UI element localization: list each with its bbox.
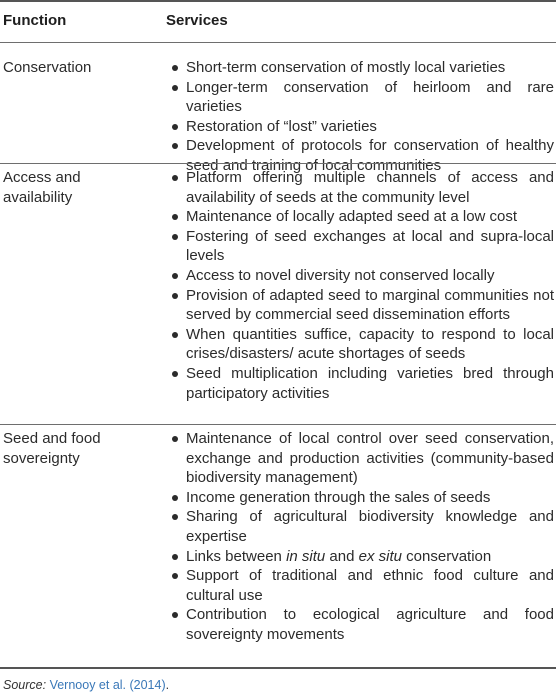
bullet-icon — [172, 85, 178, 91]
row-rule — [0, 424, 556, 425]
list-item: Support of traditional and ethnic food culture and cultural use — [166, 566, 554, 605]
list-item: Sharing of agricultural biodiversity knowledge and expertise — [166, 507, 554, 546]
list-item: Development of protocols for conservation of healthy seed and training of local communities — [166, 136, 554, 175]
bullet-icon — [172, 65, 178, 71]
list-item: Maintenance of locally adapted seed at a low cost — [166, 207, 554, 227]
list-item: Longer-term conservation of heirloom and rare varieties — [166, 78, 554, 117]
function-cell: Conservation — [3, 59, 92, 76]
list-item: Short-term conservation of mostly local varieties — [166, 58, 554, 78]
source-label: Source: — [3, 678, 47, 692]
bullet-icon — [172, 293, 178, 299]
list-item: Seed multiplication including varieties bred through participatory activities — [166, 364, 554, 403]
function-cell: Access and availability — [3, 169, 81, 206]
list-item: Restoration of “lost” varieties — [166, 117, 554, 137]
row-rule — [0, 163, 556, 164]
table-header — [0, 0, 556, 42]
list-item: Fostering of seed exchanges at local and supra-local levels — [166, 227, 554, 266]
bullet-icon — [172, 273, 178, 279]
bullet-icon — [172, 495, 178, 501]
list-item: Income generation through the sales of seeds — [166, 488, 554, 508]
services-list — [166, 429, 554, 645]
bullet-icon — [172, 371, 178, 377]
source-reference-link[interactable]: Vernooy et al. (2014) — [49, 678, 166, 692]
list-item: Access to novel diversity not conserved locally — [166, 266, 554, 286]
function-cell: Seed and food sovereignty — [3, 430, 101, 467]
list-item: Maintenance of local control over seed conservation, exchange and production activities (community-based biodiversity management) — [166, 429, 554, 488]
list-item: Links between in situ and ex situ conservation — [166, 547, 554, 567]
bullet-icon — [172, 124, 178, 130]
header-rule — [0, 42, 556, 43]
bullet-icon — [172, 143, 178, 149]
services-list — [166, 58, 554, 176]
function-column-header: Function — [3, 12, 67, 29]
list-item: When quantities suffice, capacity to respond to local crises/disasters/ acute shortages of seeds — [166, 325, 554, 364]
services-list — [166, 168, 554, 403]
list-item: Provision of adapted seed to marginal communities not served by commercial seed dissemination efforts — [166, 286, 554, 325]
bullet-icon — [172, 554, 178, 560]
source-note — [3, 678, 169, 692]
bullet-icon — [172, 573, 178, 579]
bottom-rule — [0, 667, 556, 669]
list-item: Contribution to ecological agriculture and food sovereignty movements — [166, 605, 554, 644]
list-item: Platform offering multiple channels of access and availability of seeds at the community level — [166, 168, 554, 207]
bullet-icon — [172, 514, 178, 520]
bullet-icon — [172, 332, 178, 338]
bullet-icon — [172, 175, 178, 181]
bullet-icon — [172, 436, 178, 442]
bullet-icon — [172, 612, 178, 618]
source-suffix: . — [165, 678, 170, 692]
bullet-icon — [172, 214, 178, 220]
services-column-header: Services — [166, 12, 228, 29]
bullet-icon — [172, 234, 178, 240]
